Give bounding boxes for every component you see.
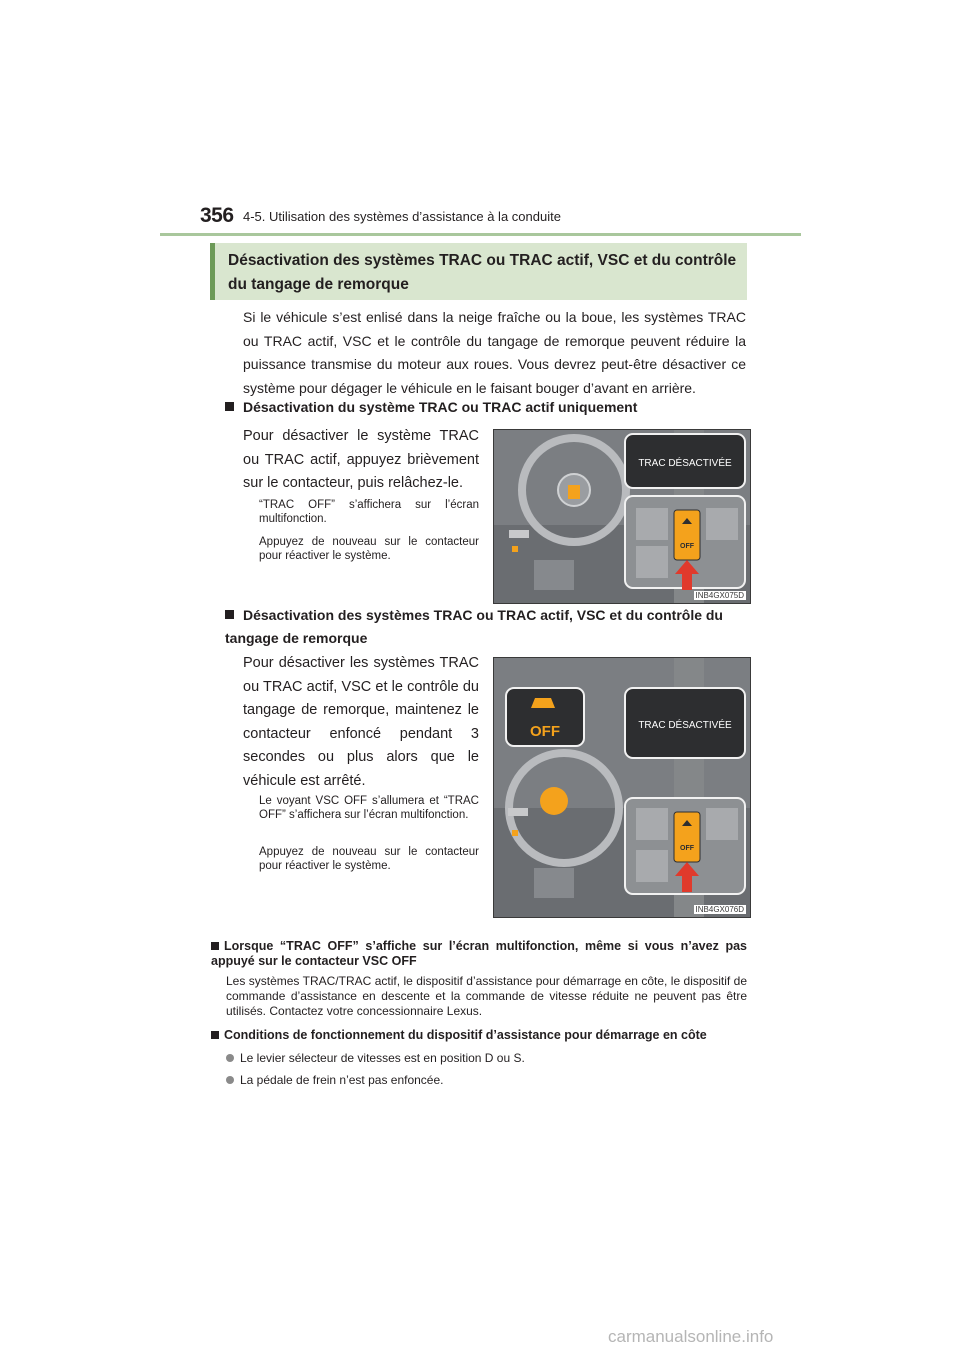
section2-heading (225, 604, 745, 650)
square-bullet-icon (225, 402, 234, 411)
trac-display-text: TRAC DÉSACTIVÉE (638, 720, 732, 731)
footnote1-heading-text: Lorsque “TRAC OFF” s’affiche sur l’écran multifonction, même si vous n’avez pas appuyé sur le contacteur VSC OFF (211, 939, 747, 968)
footnote2-heading (211, 1028, 747, 1043)
section1-note-1: “TRAC OFF” s’affichera sur l’écran multifonction. (259, 499, 479, 525)
intro-paragraph: Si le véhicule s’est enlisé dans la neige fraîche ou la boue, les systèmes TRAC ou TRAC actif, VSC et le contrôle du tangage de remorque peuvent réduire la puissance transmise du moteur aux roues. Vous devrez peut-être désactiver ce système pour dégager le véhicule en le faisant bouger d’avant en arrière. (243, 309, 746, 396)
square-bullet-icon (211, 942, 219, 950)
dashboard-illustration (494, 430, 750, 603)
section1-heading (225, 396, 745, 419)
skid-car-icon (531, 698, 555, 708)
figure-vsc-switch (493, 657, 751, 918)
section2-note-2: Appuyez de nouveau sur le contacteur pour réactiver le système. (259, 846, 479, 872)
title-box (210, 243, 747, 300)
section2-heading-text: Désactivation des systèmes TRAC ou TRAC actif, VSC et du contrôle du tangage de remorque (225, 607, 723, 646)
watermark[interactable]: carmanualsonline.info (608, 1327, 774, 1346)
vsc-off-indicator-text: OFF (530, 723, 560, 740)
figure-code: INB4GX076D (695, 905, 744, 914)
section-title: 4-5. Utilisation des systèmes d’assistance à la conduite (243, 209, 561, 224)
figure-code: INB4GX075D (695, 591, 744, 600)
bullet-dot-icon (226, 1076, 234, 1084)
figure-trac-switch (493, 429, 751, 604)
title-line-1: Désactivation des systèmes TRAC ou TRAC actif, VSC et du contrôle (228, 252, 737, 269)
title-line-2: du tangage de remorque (228, 276, 409, 293)
page-number: 356 (200, 204, 234, 227)
section1-note-2: Appuyez de nouveau sur le contacteur pour réactiver le système. (259, 536, 479, 562)
section1-body: Pour désactiver le système TRAC ou TRAC actif, appuyez brièvement sur le contacteur, puis relâchez-le. (243, 428, 479, 491)
off-button-text: OFF (680, 845, 694, 852)
section2-note-1: Le voyant VSC OFF s’allumera et “TRAC OFF” s’affichera sur l’écran multifonction. (259, 795, 479, 821)
footnote2-heading-text: Conditions de fonctionnement du dispositif d’assistance pour démarrage en côte (224, 1028, 707, 1042)
footnote1-heading (211, 939, 747, 969)
square-bullet-icon (225, 610, 234, 619)
header-rule (160, 233, 801, 236)
trac-display-text: TRAC DÉSACTIVÉE (638, 458, 732, 469)
section1-heading-text: Désactivation du système TRAC ou TRAC actif uniquement (243, 399, 638, 415)
bullet-item (226, 1051, 525, 1066)
section2-body: Pour désactiver les systèmes TRAC ou TRAC actif, VSC et le contrôle du tangage de remorque, maintenez le contacteur enfoncé pendant 3 secondes ou plus alors que le véhicule est arrêté. (243, 655, 479, 789)
off-button-text: OFF (680, 543, 694, 550)
square-bullet-icon (211, 1031, 219, 1039)
footnote1-body: Les systèmes TRAC/TRAC actif, le dispositif d’assistance pour démarrage en côte, le dispositif de commande d’assistance en descente et la commande de vitesse réduite ne peuvent pas être utilisés. Contactez votre concessionnaire Lexus. (226, 974, 747, 1018)
bullet-text: La pédale de frein n’est pas enfoncée. (240, 1073, 444, 1087)
bullet-dot-icon (226, 1054, 234, 1062)
bullet-text: Le levier sélecteur de vitesses est en position D ou S. (240, 1051, 525, 1065)
dashboard-illustration (494, 658, 750, 917)
bullet-item (226, 1073, 443, 1088)
